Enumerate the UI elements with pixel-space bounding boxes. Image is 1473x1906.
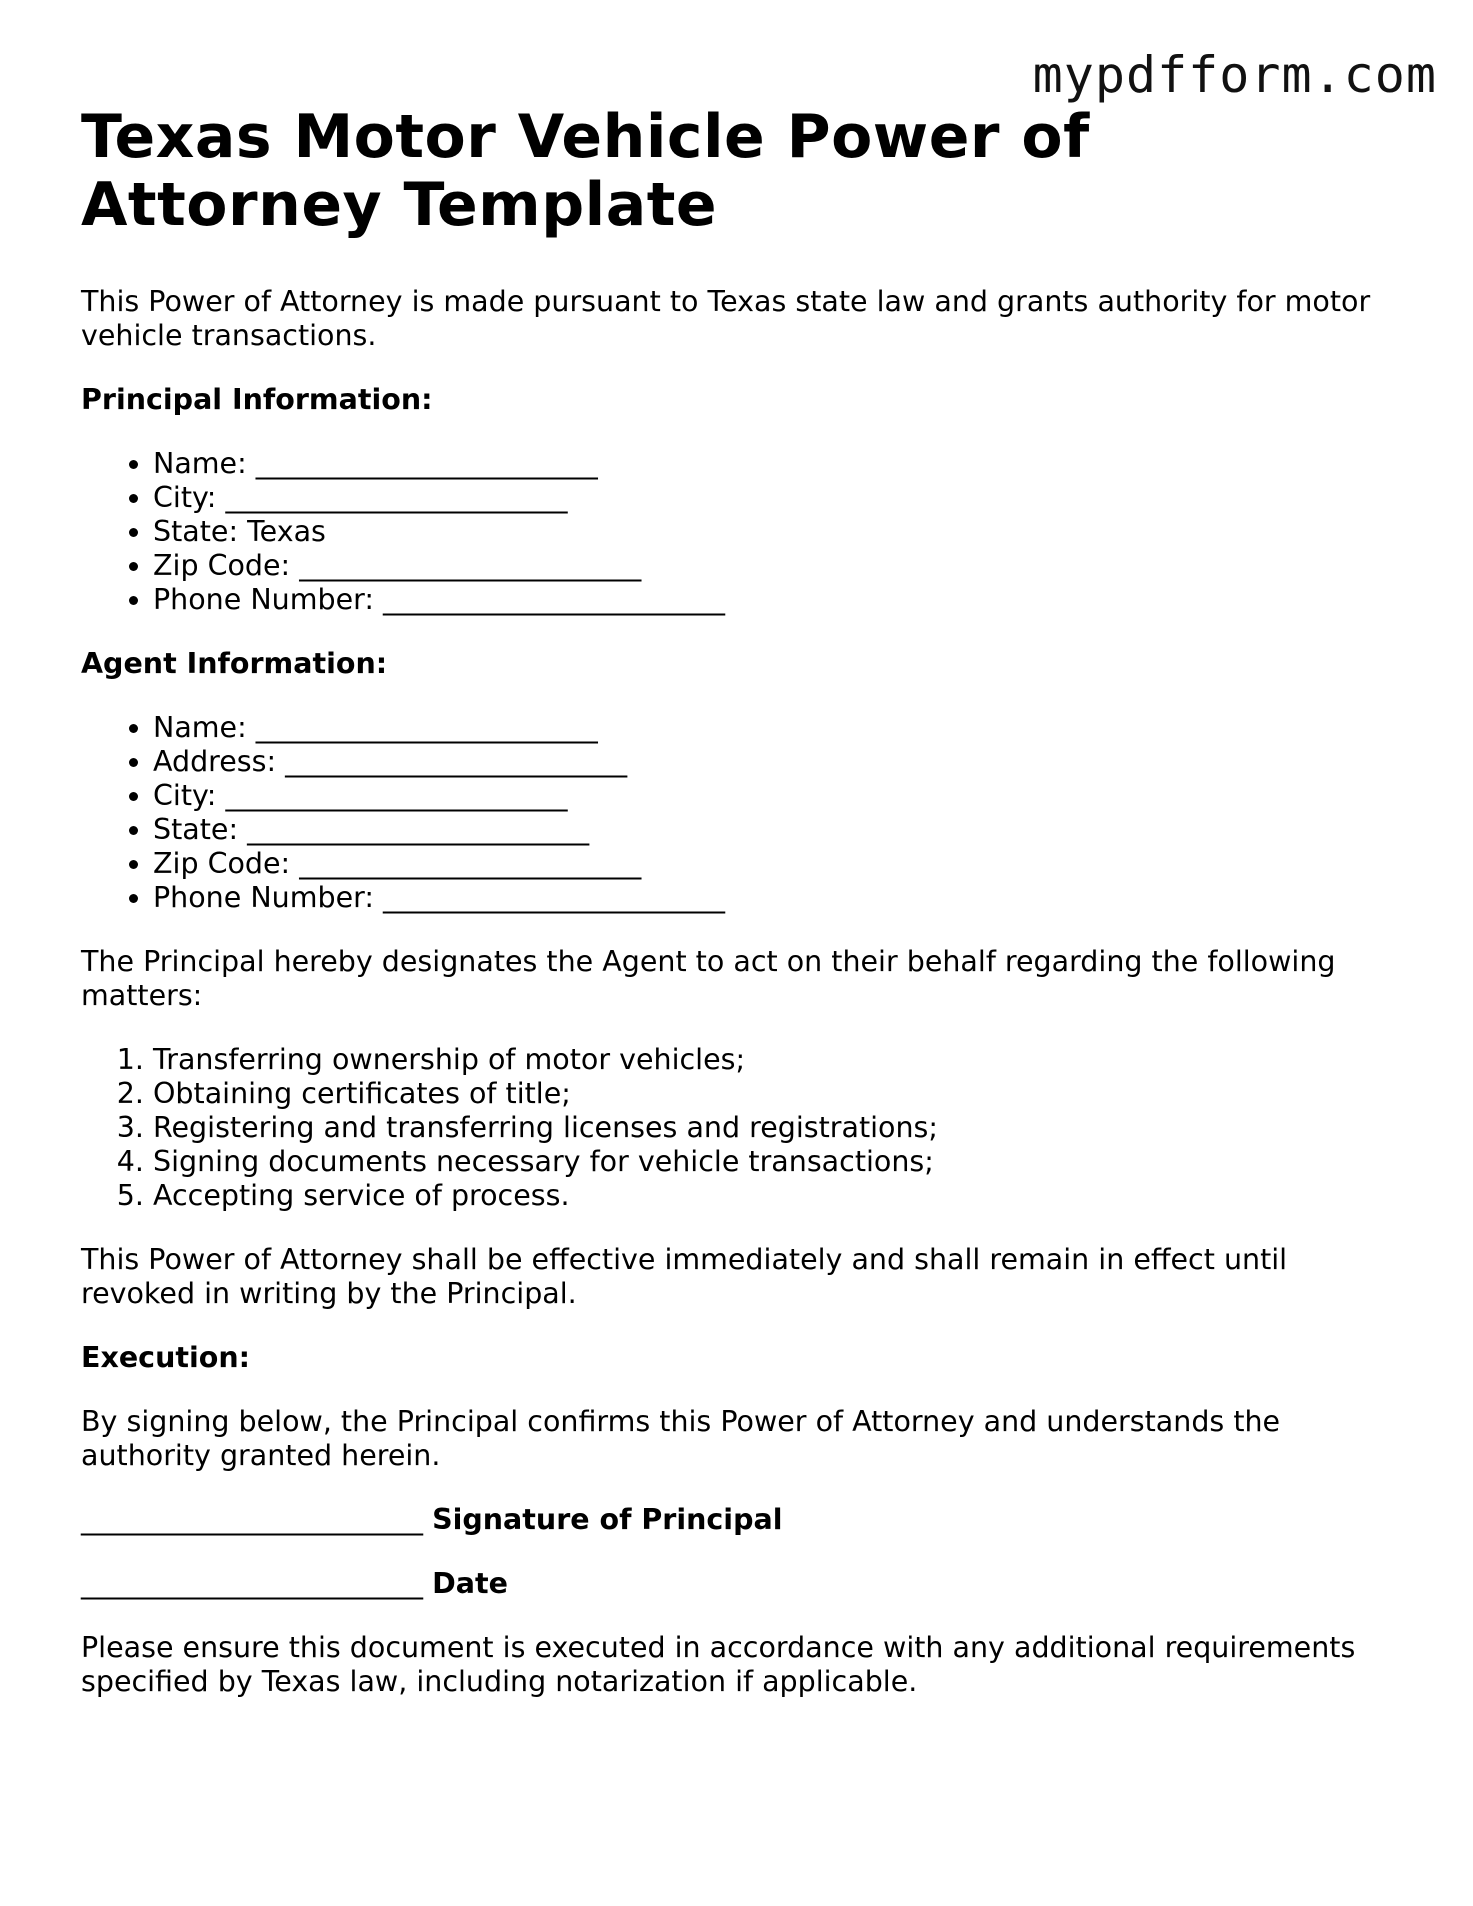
designation-paragraph: The Principal hereby designates the Agent to act on their behalf regarding the following matters: — [81, 945, 1336, 1012]
agent-state-field: • State: ________________________ — [153, 813, 1401, 847]
document-body — [81, 103, 1401, 1729]
principal-phone-field: • Phone Number: ________________________ — [153, 583, 1401, 617]
principal-city-field: • City: ________________________ — [153, 481, 1401, 515]
principal-name-field: • Name: ________________________ — [153, 447, 1401, 481]
agent-list — [81, 711, 1401, 915]
intro-paragraph: This Power of Attorney is made pursuant to Texas state law and grants authority for motor vehicle transactions. — [81, 285, 1371, 352]
principal-zip-field: • Zip Code: ________________________ — [153, 549, 1401, 583]
power-item: 5. Accepting service of process. — [153, 1179, 1401, 1213]
signature-label: Signature of Principal — [432, 1503, 783, 1536]
date-blank: ________________________ — [81, 1567, 423, 1600]
powers-list — [81, 1043, 1401, 1213]
power-item: 3. Registering and transferring licenses and registrations; — [153, 1111, 1401, 1145]
power-item: 4. Signing documents necessary for vehicle transactions; — [153, 1145, 1401, 1179]
signature-blank: ________________________ — [81, 1503, 423, 1536]
principal-list — [81, 447, 1401, 617]
effective-paragraph: This Power of Attorney shall be effective immediately and shall remain in effect until revoked in writing by the Principal. — [81, 1243, 1288, 1310]
date-line — [81, 1567, 1401, 1601]
agent-phone-field: • Phone Number: ________________________ — [153, 881, 1401, 915]
power-item: 2. Obtaining certificates of title; — [153, 1077, 1401, 1111]
footer-note: Please ensure this document is executed in accordance with any additional requirements specified by Texas law, including notarization if applicable. — [81, 1631, 1356, 1698]
execution-paragraph: By signing below, the Principal confirms this Power of Attorney and understands the authority granted herein. — [81, 1405, 1281, 1472]
date-label: Date — [432, 1567, 508, 1600]
signature-line — [81, 1503, 1401, 1537]
page-title: Texas Motor Vehicle Power of Attorney Template — [81, 102, 1090, 240]
power-item: 1. Transferring ownership of motor vehicles; — [153, 1043, 1401, 1077]
principal-state-field: • State: Texas — [153, 515, 1401, 549]
principal-heading: Principal Information: — [81, 383, 433, 416]
agent-zip-field: • Zip Code: ________________________ — [153, 847, 1401, 881]
agent-city-field: • City: ________________________ — [153, 779, 1401, 813]
agent-name-field: • Name: ________________________ — [153, 711, 1401, 745]
agent-heading: Agent Information: — [81, 647, 388, 680]
watermark: mypdfform.com — [1032, 46, 1437, 104]
agent-address-field: • Address: ________________________ — [153, 745, 1401, 779]
execution-heading: Execution: — [81, 1341, 251, 1374]
